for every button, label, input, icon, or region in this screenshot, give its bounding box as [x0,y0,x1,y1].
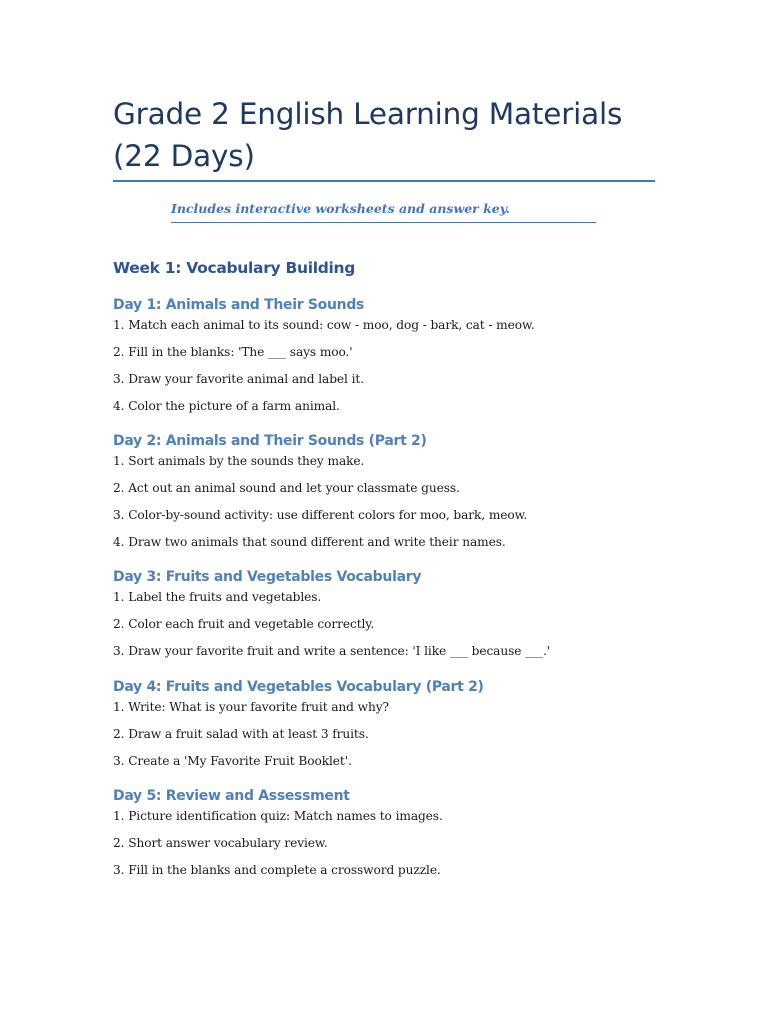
activity-item: 1. Label the fruits and vegetables. [113,590,322,604]
activity-item: 3. Color-by-sound activity: use different colors for moo, bark, meow. [113,508,528,522]
activity-item: 3. Create a 'My Favorite Fruit Booklet'. [113,754,352,768]
activity-item: 3. Draw your favorite animal and label it. [113,372,364,386]
day-heading: Day 2: Animals and Their Sounds (Part 2) [113,433,427,449]
week-heading: Week 1: Vocabulary Building [113,259,356,277]
activity-item: 4. Color the picture of a farm animal. [113,399,340,413]
activity-item: 2. Color each fruit and vegetable correctly. [113,617,375,631]
day-heading: Day 1: Animals and Their Sounds [113,297,365,313]
activity-item: 4. Draw two animals that sound different and write their names. [113,535,506,549]
activity-item: 2. Fill in the blanks: 'The ___ says moo.' [113,345,353,359]
activity-item: 2. Draw a fruit salad with at least 3 fruits. [113,727,369,741]
day-section [113,677,658,770]
activity-item: 3. Fill in the blanks and complete a crossword puzzle. [113,863,441,877]
activity-item: 3. Draw your favorite fruit and write a sentence: 'I like ___ because ___.' [113,644,551,658]
activity-item: 1. Picture identification quiz: Match names to images. [113,809,443,823]
day-heading: Day 5: Review and Assessment [113,788,350,804]
document-title: Grade 2 English Learning Materials (22 Days) [113,97,623,173]
day-heading: Day 4: Fruits and Vegetables Vocabulary (Part 2) [113,679,484,695]
title-divider [113,180,655,182]
day-section [113,295,658,415]
day-heading: Day 3: Fruits and Vegetables Vocabulary [113,569,422,585]
activity-item: 2. Act out an animal sound and let your classmate guess. [113,481,460,495]
activity-item: 1. Sort animals by the sounds they make. [113,454,365,468]
activity-item: 1. Write: What is your favorite fruit and why? [113,700,389,714]
activity-item: 1. Match each animal to its sound: cow - moo, dog - bark, cat - meow. [113,318,535,332]
day-section [113,431,658,551]
activity-item: 2. Short answer vocabulary review. [113,836,328,850]
document-subtitle: Includes interactive worksheets and answer key. [171,199,596,223]
day-section [113,786,658,879]
day-section [113,567,658,660]
